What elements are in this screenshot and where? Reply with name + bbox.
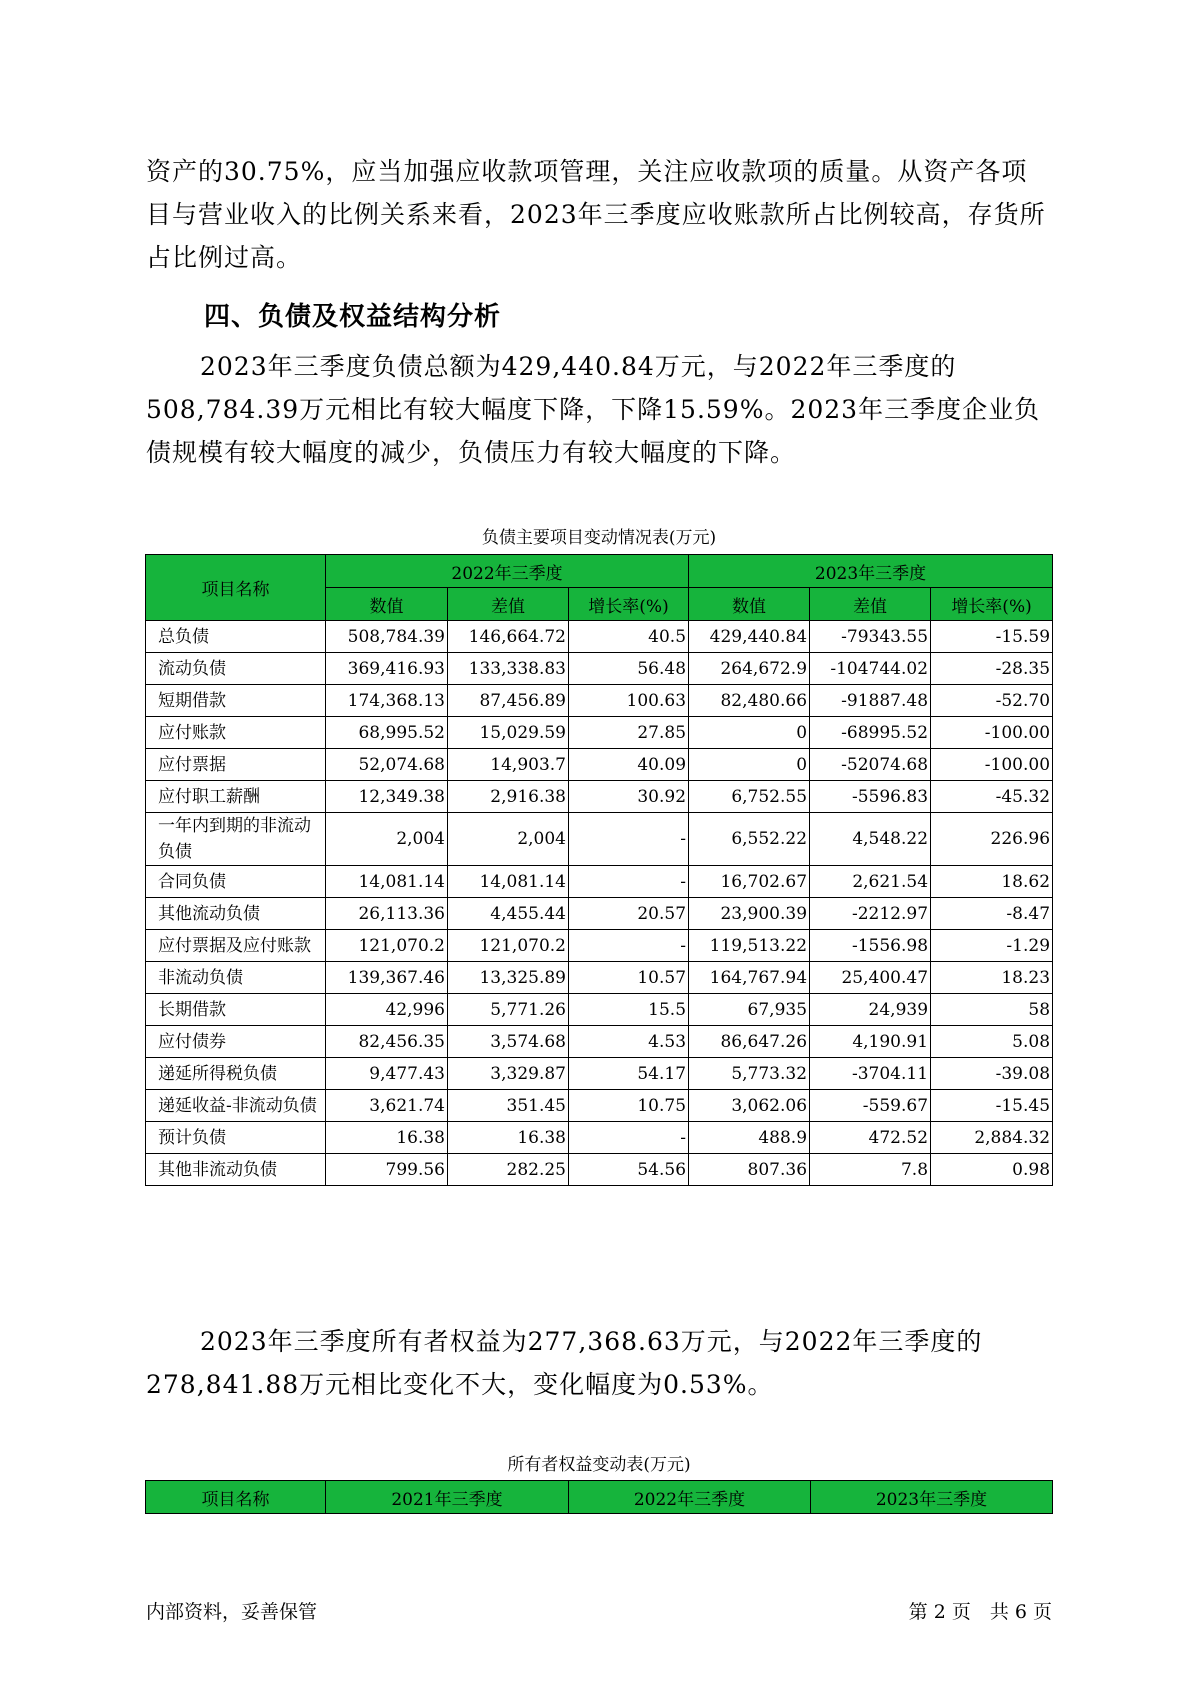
cell-growth-2022: 40.5 — [569, 621, 689, 653]
cell-diff-2023: -5596.83 — [810, 781, 931, 813]
cell-growth-2022: 20.57 — [569, 898, 689, 930]
cell-diff-2023: -79343.55 — [810, 621, 931, 653]
cell-growth-2023: -52.70 — [931, 685, 1053, 717]
cell-value-2023: 0 — [689, 749, 810, 781]
cell-value-2023: 119,513.22 — [689, 930, 810, 962]
cell-value-2023: 164,767.94 — [689, 962, 810, 994]
cell-diff-2022: 2,916.38 — [448, 781, 569, 813]
header-growth-2022: 增长率(%) — [569, 588, 689, 621]
cell-growth-2023: 2,884.32 — [931, 1122, 1053, 1154]
table-row — [146, 653, 1053, 685]
header-item-name: 项目名称 — [146, 555, 326, 621]
cell-diff-2023: 4,190.91 — [810, 1026, 931, 1058]
row-item-name: 预计负债 — [146, 1122, 326, 1154]
cell-value-2022: 2,004 — [326, 813, 448, 866]
cell-diff-2022: 13,325.89 — [448, 962, 569, 994]
cell-growth-2022: - — [569, 866, 689, 898]
cell-growth-2023: -15.45 — [931, 1090, 1053, 1122]
cell-value-2023: 6,552.22 — [689, 813, 810, 866]
cell-value-2022: 369,416.93 — [326, 653, 448, 685]
header-value-2023: 数值 — [689, 588, 810, 621]
cell-growth-2022: - — [569, 813, 689, 866]
cell-diff-2022: 2,004 — [448, 813, 569, 866]
footer-confidential-note: 内部资料，妥善保管 — [146, 1601, 318, 1623]
table-row — [146, 994, 1053, 1026]
equity-table-caption: 所有者权益变动表(万元) — [507, 1455, 691, 1475]
table-row — [146, 1122, 1053, 1154]
cell-diff-2023: -68995.52 — [810, 717, 931, 749]
liability-table — [145, 554, 1053, 1186]
cell-diff-2022: 133,338.83 — [448, 653, 569, 685]
cell-diff-2023: 2,621.54 — [810, 866, 931, 898]
row-item-name: 应付账款 — [146, 717, 326, 749]
cell-growth-2023: -1.29 — [931, 930, 1053, 962]
cell-diff-2023: -91887.48 — [810, 685, 931, 717]
row-item-name: 短期借款 — [146, 685, 326, 717]
cell-growth-2023: -45.32 — [931, 781, 1053, 813]
table-row — [146, 898, 1053, 930]
table-row — [146, 1058, 1053, 1090]
equity-header-2023: 2023年三季度 — [811, 1481, 1053, 1514]
table-row — [146, 813, 1053, 866]
cell-value-2022: 508,784.39 — [326, 621, 448, 653]
liability-table-caption: 负债主要项目变动情况表(万元) — [481, 528, 717, 548]
row-item-name: 应付职工薪酬 — [146, 781, 326, 813]
row-item-name: 应付票据及应付账款 — [146, 930, 326, 962]
cell-diff-2023: -1556.98 — [810, 930, 931, 962]
cell-growth-2023: -100.00 — [931, 717, 1053, 749]
cell-diff-2023: 4,548.22 — [810, 813, 931, 866]
cell-diff-2023: 25,400.47 — [810, 962, 931, 994]
header-diff-2022: 差值 — [448, 588, 569, 621]
cell-growth-2022: 100.63 — [569, 685, 689, 717]
cell-diff-2023: -3704.11 — [810, 1058, 931, 1090]
cell-diff-2022: 5,771.26 — [448, 994, 569, 1026]
cell-value-2023: 264,672.9 — [689, 653, 810, 685]
table-row — [146, 962, 1053, 994]
cell-growth-2023: 5.08 — [931, 1026, 1053, 1058]
cell-value-2023: 23,900.39 — [689, 898, 810, 930]
section-heading: 四、负债及权益结构分析 — [204, 302, 502, 332]
table-row — [146, 1154, 1053, 1186]
row-item-name: 总负债 — [146, 621, 326, 653]
cell-value-2023: 82,480.66 — [689, 685, 810, 717]
cell-diff-2022: 146,664.72 — [448, 621, 569, 653]
cell-growth-2023: -8.47 — [931, 898, 1053, 930]
cell-value-2023: 86,647.26 — [689, 1026, 810, 1058]
cell-value-2023: 67,935 — [689, 994, 810, 1026]
cell-growth-2022: 56.48 — [569, 653, 689, 685]
row-item-name: 一年内到期的非流动负债 — [146, 813, 326, 866]
cell-growth-2023: 226.96 — [931, 813, 1053, 866]
cell-value-2022: 14,081.14 — [326, 866, 448, 898]
row-item-name: 合同负债 — [146, 866, 326, 898]
cell-value-2022: 3,621.74 — [326, 1090, 448, 1122]
cell-value-2023: 0 — [689, 717, 810, 749]
cell-diff-2022: 14,903.7 — [448, 749, 569, 781]
row-item-name: 应付票据 — [146, 749, 326, 781]
liability-table-body — [146, 621, 1053, 1186]
cell-diff-2022: 16.38 — [448, 1122, 569, 1154]
table-row — [146, 781, 1053, 813]
footer-page-number: 第 2 页 共 6 页 — [908, 1601, 1052, 1623]
cell-diff-2022: 14,081.14 — [448, 866, 569, 898]
row-item-name: 其他流动负债 — [146, 898, 326, 930]
cell-diff-2023: 7.8 — [810, 1154, 931, 1186]
cell-value-2023: 5,773.32 — [689, 1058, 810, 1090]
header-period-2023: 2023年三季度 — [689, 555, 1053, 588]
cell-diff-2023: 472.52 — [810, 1122, 931, 1154]
cell-growth-2022: 30.92 — [569, 781, 689, 813]
cell-value-2023: 807.36 — [689, 1154, 810, 1186]
row-item-name: 递延所得税负债 — [146, 1058, 326, 1090]
row-item-name: 应付债券 — [146, 1026, 326, 1058]
row-item-name: 长期借款 — [146, 994, 326, 1026]
table-row — [146, 930, 1053, 962]
cell-value-2022: 52,074.68 — [326, 749, 448, 781]
table-row — [146, 1026, 1053, 1058]
cell-diff-2022: 87,456.89 — [448, 685, 569, 717]
row-item-name: 递延收益-非流动负债 — [146, 1090, 326, 1122]
header-value-2022: 数值 — [326, 588, 448, 621]
cell-value-2022: 799.56 — [326, 1154, 448, 1186]
cell-diff-2023: -559.67 — [810, 1090, 931, 1122]
cell-growth-2023: 0.98 — [931, 1154, 1053, 1186]
row-item-name: 非流动负债 — [146, 962, 326, 994]
cell-diff-2022: 3,574.68 — [448, 1026, 569, 1058]
cell-growth-2022: 27.85 — [569, 717, 689, 749]
table-row — [146, 1090, 1053, 1122]
cell-value-2022: 12,349.38 — [326, 781, 448, 813]
row-item-name: 流动负债 — [146, 653, 326, 685]
header-period-2022: 2022年三季度 — [326, 555, 689, 588]
cell-growth-2022: 54.56 — [569, 1154, 689, 1186]
equity-header-2022: 2022年三季度 — [569, 1481, 811, 1514]
equity-paragraph: 2023年三季度所有者权益为277,368.63万元，与2022年三季度的278,841.88万元相比变化不大，变化幅度为0.53%。 — [146, 1327, 983, 1399]
liability-paragraph: 2023年三季度负债总额为429,440.84万元，与2022年三季度的508,784.39万元相比有较大幅度下降，下降15.59%。2023年三季度企业负债规模有较大幅度的减少，负债压力有较大幅度的下降。 — [146, 352, 1041, 467]
table-row — [146, 749, 1053, 781]
row-item-name: 其他非流动负债 — [146, 1154, 326, 1186]
equity-header-2021: 2021年三季度 — [326, 1481, 569, 1514]
cell-diff-2022: 15,029.59 — [448, 717, 569, 749]
cell-growth-2022: 10.75 — [569, 1090, 689, 1122]
cell-value-2023: 429,440.84 — [689, 621, 810, 653]
cell-value-2022: 26,113.36 — [326, 898, 448, 930]
cell-diff-2023: -52074.68 — [810, 749, 931, 781]
cell-diff-2022: 351.45 — [448, 1090, 569, 1122]
cell-value-2023: 3,062.06 — [689, 1090, 810, 1122]
table-row — [146, 621, 1053, 653]
cell-diff-2022: 3,329.87 — [448, 1058, 569, 1090]
cell-growth-2022: 54.17 — [569, 1058, 689, 1090]
table-row — [146, 685, 1053, 717]
cell-diff-2022: 4,455.44 — [448, 898, 569, 930]
cell-growth-2022: 10.57 — [569, 962, 689, 994]
cell-value-2022: 16.38 — [326, 1122, 448, 1154]
cell-value-2022: 174,368.13 — [326, 685, 448, 717]
cell-diff-2022: 282.25 — [448, 1154, 569, 1186]
cell-growth-2023: 18.23 — [931, 962, 1053, 994]
cell-value-2022: 68,995.52 — [326, 717, 448, 749]
cell-growth-2022: - — [569, 1122, 689, 1154]
cell-value-2022: 82,456.35 — [326, 1026, 448, 1058]
cell-value-2022: 9,477.43 — [326, 1058, 448, 1090]
table-row — [146, 717, 1053, 749]
intro-paragraph: 资产的30.75%，应当加强应收款项管理，关注应收款项的质量。从资产各项目与营业收入的比例关系来看，2023年三季度应收账款所占比例较高，存货所占比例过高。 — [146, 157, 1046, 272]
cell-growth-2023: 18.62 — [931, 866, 1053, 898]
cell-diff-2023: -104744.02 — [810, 653, 931, 685]
equity-table — [145, 1480, 1053, 1514]
cell-growth-2023: -15.59 — [931, 621, 1053, 653]
cell-growth-2022: 40.09 — [569, 749, 689, 781]
header-diff-2023: 差值 — [810, 588, 931, 621]
cell-growth-2022: 4.53 — [569, 1026, 689, 1058]
cell-growth-2023: 58 — [931, 994, 1053, 1026]
cell-growth-2022: - — [569, 930, 689, 962]
cell-value-2023: 6,752.55 — [689, 781, 810, 813]
cell-growth-2023: -39.08 — [931, 1058, 1053, 1090]
cell-growth-2023: -100.00 — [931, 749, 1053, 781]
cell-value-2022: 42,996 — [326, 994, 448, 1026]
header-growth-2023: 增长率(%) — [931, 588, 1053, 621]
cell-diff-2022: 121,070.2 — [448, 930, 569, 962]
cell-value-2022: 139,367.46 — [326, 962, 448, 994]
cell-diff-2023: 24,939 — [810, 994, 931, 1026]
cell-value-2023: 16,702.67 — [689, 866, 810, 898]
cell-value-2022: 121,070.2 — [326, 930, 448, 962]
cell-growth-2022: 15.5 — [569, 994, 689, 1026]
cell-growth-2023: -28.35 — [931, 653, 1053, 685]
equity-header-item-name: 项目名称 — [146, 1481, 326, 1514]
cell-diff-2023: -2212.97 — [810, 898, 931, 930]
table-row — [146, 866, 1053, 898]
cell-value-2023: 488.9 — [689, 1122, 810, 1154]
